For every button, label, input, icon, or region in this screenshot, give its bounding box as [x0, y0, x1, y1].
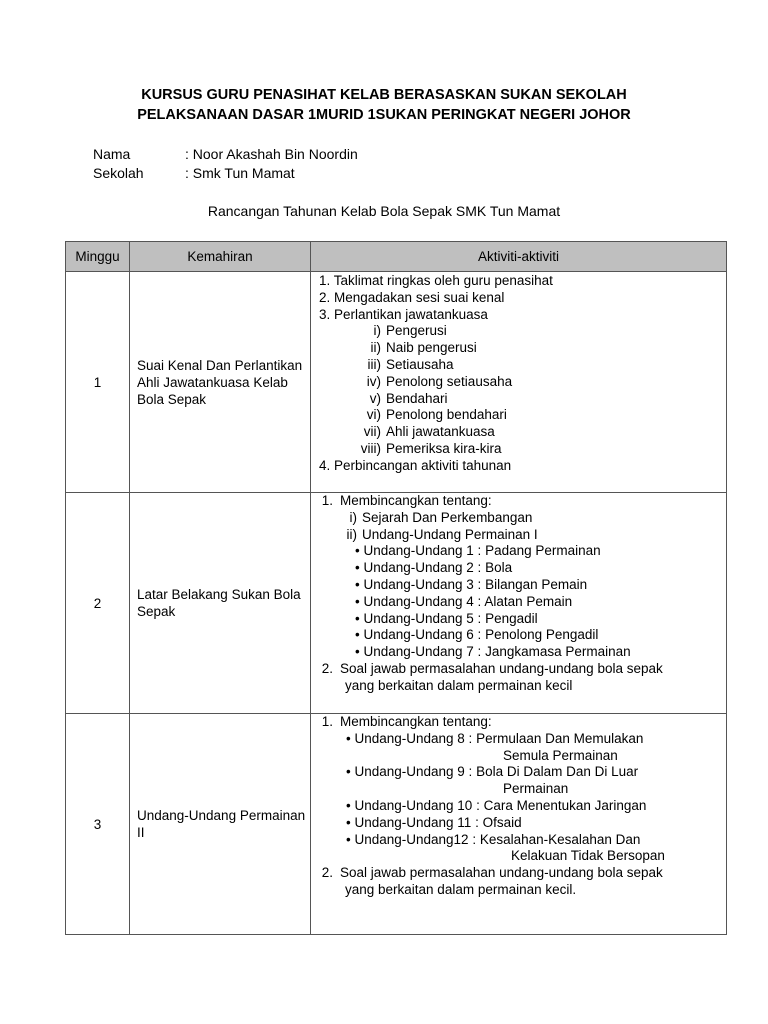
activity-line — [311, 865, 726, 882]
activity-subnumber: iii) — [367, 356, 381, 372]
activity-line: • Undang-Undang 9 : Bola Di Dalam Dan Di Luar — [346, 764, 639, 780]
activity-line: 4. Perbincangan aktiviti tahunan — [319, 457, 512, 473]
kemahiran-cell: Suai Kenal Dan Perlantikan Ahli Jawatankuasa Kelab Bola Sepak — [130, 272, 311, 493]
activity-subnumber: ii) — [346, 526, 357, 542]
table-row — [66, 493, 727, 714]
aktiviti-cell — [311, 493, 727, 714]
activity-line — [311, 714, 726, 731]
activity-line: 1. Taklimat ringkas oleh guru penasihat — [319, 273, 553, 288]
activity-line — [311, 510, 726, 527]
activity-number: 2. — [321, 865, 333, 881]
activity-line: 2. Mengadakan sesi suai kenal — [319, 289, 505, 305]
activity-line: • Undang-Undang 5 : Pengadil — [355, 610, 538, 626]
activity-line — [311, 441, 726, 458]
nama-label: Nama — [93, 146, 131, 162]
activity-text: Pengerusi — [386, 323, 447, 339]
header-minggu: Minggu — [66, 242, 130, 272]
activity-subnumber: viii) — [360, 440, 381, 456]
activity-line: • Undang-Undang 4 : Alatan Pemain — [355, 593, 573, 609]
activity-text: Pemeriksa kira-kira — [386, 440, 502, 456]
activity-line — [311, 661, 726, 678]
activity-subnumber: ii) — [370, 340, 381, 356]
activity-text: Sejarah Dan Perkembangan — [362, 509, 533, 525]
activity-line — [311, 374, 726, 391]
activity-text: Setiausaha — [386, 356, 454, 372]
activity-line: • Undang-Undang12 : Kesalahan-Kesalahan Dan — [346, 831, 641, 847]
activity-text: Ahli jawatankuasa — [386, 424, 495, 440]
plan-subtitle: Rancangan Tahunan Kelab Bola Sepak SMK Tun Mamat — [207, 203, 561, 219]
kemahiran-cell: Latar Belakang Sukan Bola Sepak — [130, 493, 311, 714]
activity-line: Semula Permainan — [503, 747, 618, 763]
activity-line: • Undang-Undang 10 : Cara Menentukan Jaringan — [346, 797, 647, 813]
sekolah-value: : Smk Tun Mamat — [185, 165, 295, 181]
activity-text: Soal jawab permasalahan undang-undang bola sepak — [340, 865, 663, 881]
activity-subnumber: v) — [369, 390, 381, 406]
activity-line: yang berkaitan dalam permainan kecil — [345, 677, 573, 693]
activity-line: 3. Perlantikan jawatankuasa — [319, 306, 488, 322]
nama-row — [93, 146, 358, 162]
minggu-cell: 2 — [66, 493, 130, 714]
activity-text: Naib pengerusi — [386, 340, 477, 356]
sekolah-row — [93, 165, 295, 181]
activity-text: Membincangkan tentang: — [340, 493, 492, 508]
activity-line — [311, 527, 726, 544]
table-header-row — [66, 242, 727, 272]
activity-subnumber: vii) — [363, 424, 381, 440]
activity-number: 1. — [321, 714, 333, 729]
activity-line: • Undang-Undang 11 : Ofsaid — [346, 814, 522, 830]
activity-text: Penolong setiausaha — [386, 373, 513, 389]
kemahiran-cell: Undang-Undang Permainan II — [130, 714, 311, 935]
activity-line: • Undang-Undang 2 : Bola — [355, 560, 513, 576]
activity-subnumber: iv) — [366, 373, 381, 389]
activity-subnumber: i) — [349, 509, 357, 525]
activity-line: • Undang-Undang 7 : Jangkamasa Permainan — [355, 644, 631, 660]
document-title-line-1: KURSUS GURU PENASIHAT KELAB BERASASKAN SUKAN SEKOLAH — [141, 87, 627, 103]
activity-text: Membincangkan tentang: — [340, 714, 492, 729]
activity-line: Kelakuan Tidak Bersopan — [511, 848, 665, 864]
sekolah-label: Sekolah — [93, 165, 144, 181]
activity-line: • Undang-Undang 1 : Padang Permainan — [355, 543, 601, 559]
minggu-cell: 1 — [66, 272, 130, 493]
activity-line — [311, 357, 726, 374]
activity-number: 1. — [321, 493, 333, 508]
header-aktiviti: Aktiviti-aktiviti — [311, 242, 727, 272]
document-title-line-2: PELAKSANAAN DASAR 1MURID 1SUKAN PERINGKAT NEGERI JOHOR — [137, 107, 631, 123]
nama-value: : Noor Akashah Bin Noordin — [185, 146, 358, 162]
activity-subnumber: i) — [373, 323, 381, 339]
activity-subnumber: vi) — [366, 407, 381, 423]
annual-plan-table — [65, 241, 727, 935]
activity-line — [311, 323, 726, 340]
header-kemahiran: Kemahiran — [130, 242, 311, 272]
activity-number: 2. — [321, 660, 333, 676]
activity-line — [311, 493, 726, 510]
activity-line — [311, 340, 726, 357]
aktiviti-cell — [311, 714, 727, 935]
activity-text: Bendahari — [386, 390, 448, 406]
activity-line — [311, 391, 726, 408]
activity-line: • Undang-Undang 3 : Bilangan Pemain — [355, 576, 588, 592]
activity-text: Undang-Undang Permainan I — [362, 526, 538, 542]
activity-line: • Undang-Undang 8 : Permulaan Dan Memulakan — [346, 730, 644, 746]
activity-line — [311, 424, 726, 441]
activity-line: Permainan — [503, 781, 569, 797]
activity-text: Soal jawab permasalahan undang-undang bola sepak — [340, 660, 663, 676]
aktiviti-cell — [311, 272, 727, 493]
minggu-cell: 3 — [66, 714, 130, 935]
activity-text: Penolong bendahari — [386, 407, 507, 423]
activity-line — [311, 407, 726, 424]
activity-line: • Undang-Undang 6 : Penolong Pengadil — [355, 627, 599, 643]
activity-line: yang berkaitan dalam permainan kecil. — [345, 881, 577, 897]
table-row — [66, 714, 727, 935]
table-row — [66, 272, 727, 493]
